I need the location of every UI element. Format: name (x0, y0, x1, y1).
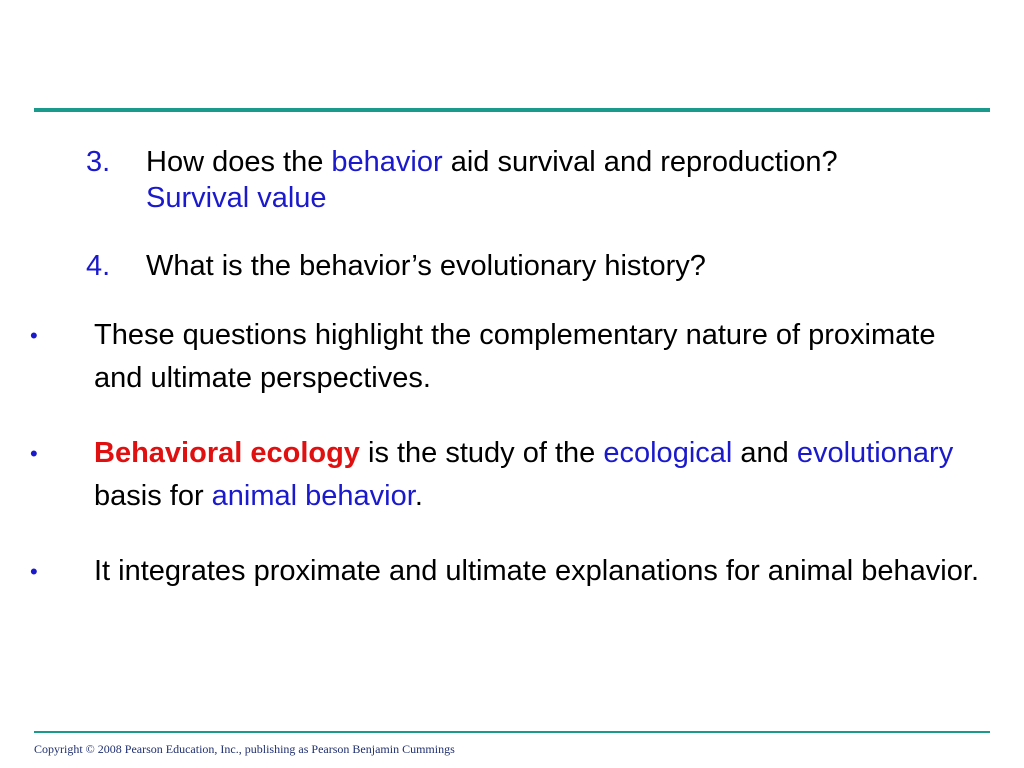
item-number: 3. (86, 146, 111, 178)
bullet-icon: • (30, 559, 38, 584)
highlight-term: behavior (331, 146, 443, 178)
item-text: How does the behavior aid survival and reproduction? Survival value (146, 146, 838, 214)
highlight-term: animal behavior (211, 480, 415, 512)
highlight-term: ecological (603, 437, 733, 469)
item-text: What is the behavior’s evolutionary history? (146, 250, 706, 282)
key-term: Behavioral ecology (94, 437, 360, 469)
bullet-behavioral-ecology (30, 432, 980, 518)
bullet-text: It integrates proximate and ultimate explanations for animal behavior. (94, 555, 979, 587)
bottom-divider (34, 731, 990, 733)
bullet-text: These questions highlight the complementary nature of proximate and ultimate perspectives. (94, 319, 936, 394)
bullet-icon: • (30, 323, 38, 348)
top-divider (34, 108, 990, 112)
bullet-integrates (30, 550, 980, 593)
bullet-icon: • (30, 441, 38, 466)
item-number: 4. (86, 250, 111, 282)
numbered-item-3 (86, 144, 906, 216)
bullet-text: Behavioral ecology is the study of the ecological and evolutionary basis for animal behavior. (94, 437, 954, 512)
highlight-term: Survival value (146, 182, 327, 214)
copyright-footer: Copyright © 2008 Pearson Education, Inc., publishing as Pearson Benjamin Cummings (34, 742, 455, 756)
bullet-complementary-nature (30, 314, 980, 400)
numbered-item-4 (86, 248, 906, 284)
highlight-term: evolutionary (796, 437, 954, 469)
